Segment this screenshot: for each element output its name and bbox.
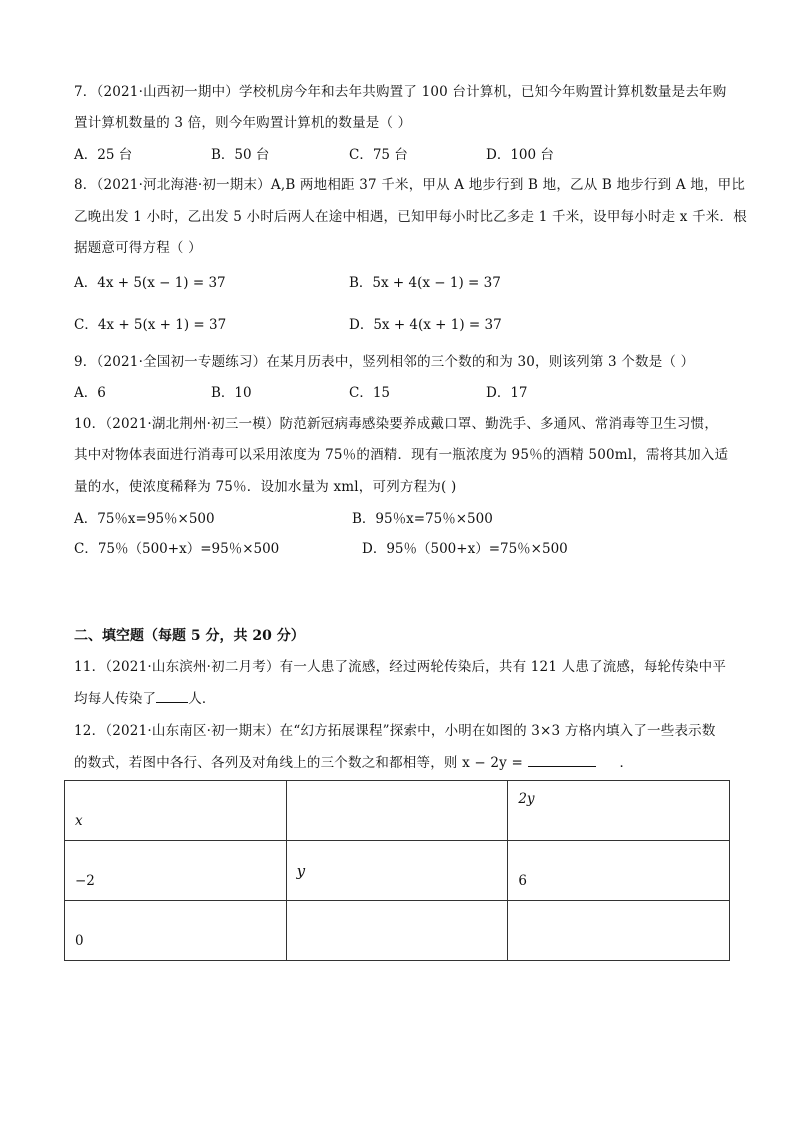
q10-line2: 其中对物体表面进行消毒可以采用浓度为 75％的酒精．现有一瓶浓度为 95％的酒精 500ml，需将其加入适 — [74, 447, 729, 463]
q12-line2-end: ． — [619, 755, 634, 771]
q7-line2: 置计算机数量的 3 倍，则今年购置计算机的数量是（ ） — [74, 115, 412, 131]
q11-line2 — [74, 687, 216, 707]
q8-option-a: A．4x + 5(x − 1) = 37 — [74, 275, 226, 291]
grid-cell-text: 0 — [75, 932, 84, 949]
q7-option-b: B．50 台 — [211, 147, 270, 163]
grid-cell-text: −2 — [75, 872, 95, 889]
grid-row — [65, 781, 730, 841]
q10-option-d: D．95％（500+x）=75％×500 — [362, 541, 568, 557]
q8-line3: 据题意可得方程（ ） — [74, 240, 202, 256]
q11-answer-blank[interactable] — [156, 688, 188, 703]
grid-cell — [65, 901, 287, 961]
grid-cell — [508, 841, 730, 901]
grid-cell — [65, 841, 287, 901]
q7-option-d: D．100 台 — [486, 147, 554, 163]
q12-line1: 12．（2021·山东南区·初一期末）在“幻方拓展课程”探索中，小明在如图的 3×3 方格内填入了一些表示数 — [74, 723, 716, 739]
q10-line3: 量的水，使浓度稀释为 75％．设加水量为 xml，可列方程为( ) — [74, 479, 457, 495]
q10-line1: 10．（2021·湖北荆州·初三一模）防范新冠病毒感染要养成戴口罩、勤洗手、多通风、常消毒等卫生习惯， — [74, 416, 719, 432]
section-title-fill-in: 二、填空题（每题 5 分，共 20 分） — [74, 628, 305, 644]
q11-line2-end: 人． — [188, 691, 216, 707]
q12-line2-text: 的数式，若图中各行、各列及对角线上的三个数之和都相等，则 x − 2y = — [74, 755, 524, 771]
q8-line1: 8．（2021·河北海港·初一期末）A,B 两地相距 37 千米，甲从 A 地步行到 B 地，乙从 B 地步行到 A 地，甲比 — [74, 177, 746, 193]
grid-cell-text: 6 — [518, 872, 527, 889]
q12-answer-blank[interactable] — [528, 752, 596, 767]
q7-line1: 7．（2021·山西初一期中）学校机房今年和去年共购置了 100 台计算机，已知今年购置计算机数量是去年购 — [74, 84, 727, 100]
grid-row — [65, 841, 730, 901]
q10-option-b: B．95％x=75％×500 — [352, 511, 493, 527]
q9-option-b: B．10 — [211, 385, 252, 401]
grid-cell-text: y — [296, 861, 306, 880]
q9-option-a: A．6 — [74, 385, 106, 401]
grid-cell-text: x — [75, 812, 83, 829]
q10-option-c: C．75％（500+x）=95％×500 — [74, 541, 280, 557]
q10-option-a: A．75％x=95％×500 — [74, 511, 215, 527]
q8-line2: 乙晚出发 1 小时，乙出发 5 小时后两人在途中相遇，已知甲每小时比乙多走 1 千米，设甲每小时走 x 千米．根 — [74, 209, 747, 225]
q11-line2-text: 均每人传染了 — [74, 691, 157, 707]
q8-option-d: D．5x + 4(x + 1) = 37 — [349, 317, 502, 333]
q9-option-d: D．17 — [486, 385, 528, 401]
q7-option-a: A．25 台 — [74, 147, 133, 163]
grid-cell-text: 2y — [518, 790, 535, 807]
q8-option-b: B．5x + 4(x − 1) = 37 — [349, 275, 501, 291]
magic-square-grid — [64, 780, 730, 961]
q9-option-c: C．15 — [349, 385, 391, 401]
q8-option-c: C．4x + 5(x + 1) = 37 — [74, 317, 227, 333]
grid-cell — [65, 781, 287, 841]
grid-cell — [286, 841, 508, 901]
q7-option-c: C．75 台 — [349, 147, 408, 163]
grid-row — [65, 901, 730, 961]
grid-cell — [286, 781, 508, 841]
q9-line1: 9．（2021·全国初一专题练习）在某月历表中，竖列相邻的三个数的和为 30，则该列第 3 个数是（ ） — [74, 354, 695, 370]
q12-line2 — [74, 751, 633, 771]
grid-cell — [508, 781, 730, 841]
grid-cell — [508, 901, 730, 961]
q11-line1: 11．（2021·山东滨州·初二月考）有一人患了流感，经过两轮传染后，共有 121 人患了流感，每轮传染中平 — [74, 659, 727, 675]
grid-cell — [286, 901, 508, 961]
